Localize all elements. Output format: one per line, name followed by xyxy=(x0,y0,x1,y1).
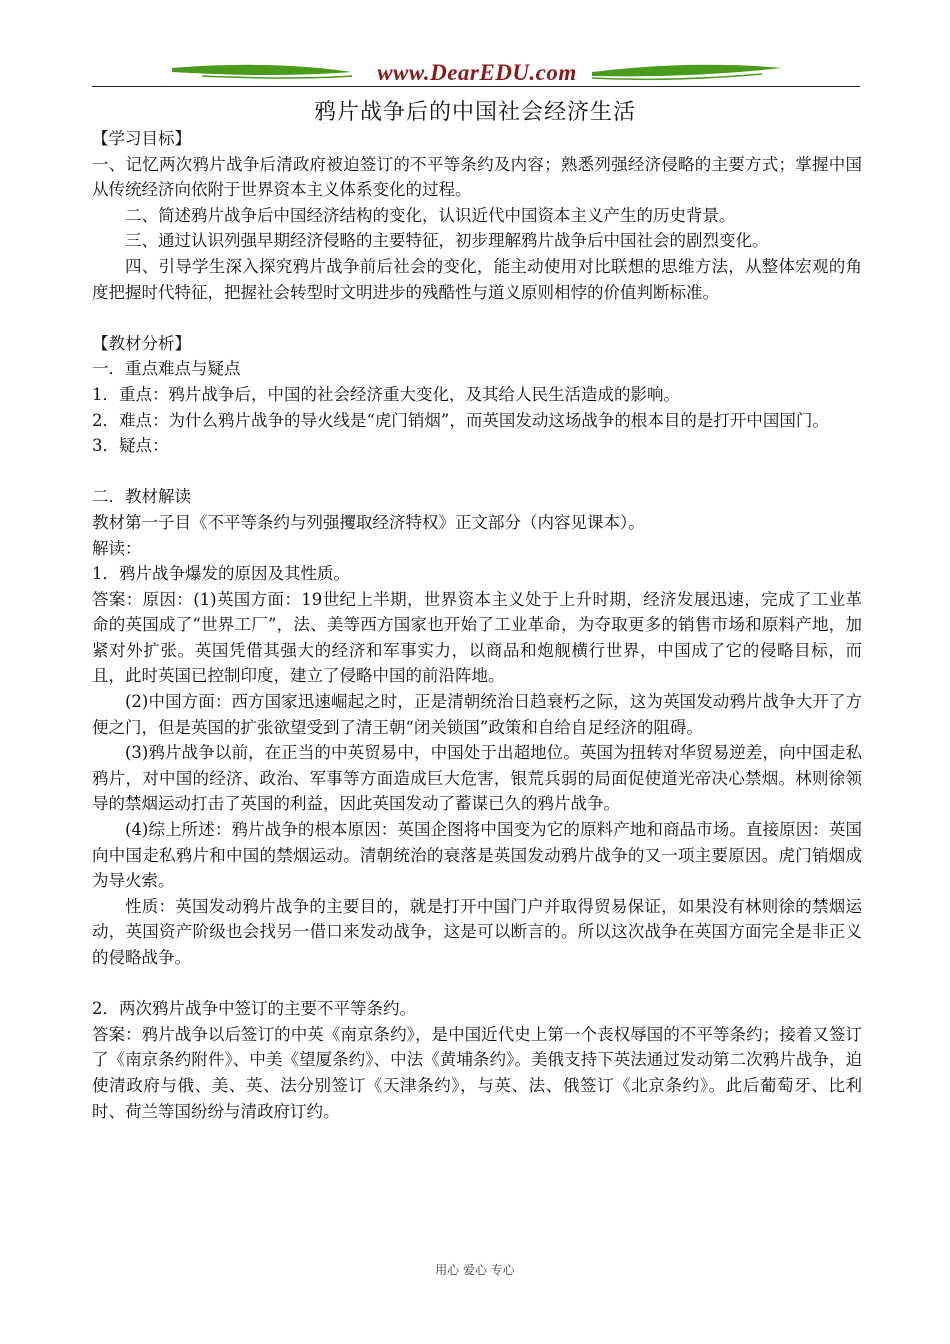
paragraph: 二、简述鸦片战争后中国经济结构的变化，认识近代中国资本主义产生的历史背景。 xyxy=(125,205,736,225)
blank-line xyxy=(92,971,862,997)
paragraph: 2．难点：为什么鸦片战争的导火线是“虎门销烟”，而英国发动这场战争的根本目的是打开中国国门。 xyxy=(92,410,829,430)
paragraph: (2)中国方面：西方国家迅速崛起之时，正是清朝统治日趋衰朽之际，这为英国发动鸦片战争大开了方便之门，但是英国的扩张欲望受到了清王朝“闭关锁国”政策和自给自足经济的阻碍。 xyxy=(92,692,862,737)
paragraph: 1．重点：鸦片战争后，中国的社会经济重大变化，及其给人民生活造成的影响。 xyxy=(92,384,680,404)
paragraph: 答案：原因：(1)英国方面：19世纪上半期，世界资本主义处于上升时期，经济发展迅速，完成了工业革命的英国成了“世界工厂”，法、美等西方国家也开始了工业革命，为夺取更多的销售市场和原料产地，加紧对外扩张。英国凭借其强大的经济和军事实力，以商品和炮舰横行世界，中国成了它的侵略目标，而且，此时英国已控制印度，建立了侵略中国的前沿阵地。 xyxy=(92,589,862,686)
paragraph: 三、通过认识列强早期经济侵略的主要特征，初步理解鸦片战争后中国社会的剧烈变化。 xyxy=(125,231,769,251)
document-body xyxy=(92,126,862,1124)
paragraph: 2．两次鸦片战争中签订的主要不平等条约。 xyxy=(92,999,416,1019)
paragraph: 解读： xyxy=(92,538,142,558)
paragraph: 【学习目标】 xyxy=(92,129,191,148)
paragraph: 四、引导学生深入探究鸦片战争前后社会的变化，能主动使用对比联想的思维方法，从整体宏观的角度把握时代特征，把握社会转型时文明进步的残酷性与道义原则相悖的价值判断标准。 xyxy=(92,256,862,302)
paragraph: 答案：鸦片战争以后签订的中英《南京条约》，是中国近代史上第一个丧权辱国的不平等条约；接着又签订了《南京条约附件》、中美《望厦条约》、中法《黄埔条约》。美俄支持下英法通过发动第二次鸦片战争，迫使清政府与俄、美、英、法分别签订《天津条约》，与英、法、俄签订《北京条约》。此后葡萄牙、比利时、荷兰等国纷纷与清政府订约。 xyxy=(92,1024,862,1121)
paragraph: 教材第一子目《不平等条约与列强攫取经济特权》正文部分（内容见课本）。 xyxy=(92,512,645,532)
paragraph: (3)鸦片战争以前，在正当的中英贸易中，中国处于出超地位。英国为扭转对华贸易逆差，向中国走私鸦片，对中国的经济、政治、军事等方面造成巨大危害，银荒兵弱的局面促使道光帝决心禁烟。林则徐领导的禁烟运动打击了英国的利益，因此英国发动了蓄谋已久的鸦片战争。 xyxy=(92,743,862,814)
site-logo-text[interactable]: www.DearEDU.com xyxy=(377,60,577,85)
paragraph: 3．疑点： xyxy=(92,436,169,456)
header-divider xyxy=(92,86,860,87)
page-footer: 用心 爱心 专心 xyxy=(435,1263,515,1277)
paragraph: 二．教材解读 xyxy=(92,487,191,507)
paragraph: 一、记忆两次鸦片战争后清政府被迫签订的不平等条约及内容；熟悉列强经济侵略的主要方式；掌握中国从传统经济向依附于世界资本主义体系变化的过程。 xyxy=(92,154,862,200)
blank-line xyxy=(92,305,862,331)
document-title: 鸦片战争后的中国社会经济生活 xyxy=(313,100,636,125)
paragraph: 一．重点难点与疑点 xyxy=(92,359,241,379)
blank-line xyxy=(92,459,862,485)
paragraph: (4)综上所述：鸦片战争的根本原因：英国企图将中国变为它的原料产地和商品市场。直接原因：英国向中国走私鸦片和中国的禁烟运动。清朝统治的衰落是英国发动鸦片战争的又一项主要原因。虎门销烟成为导火索。 xyxy=(92,820,862,891)
paragraph: 【教材分析】 xyxy=(92,333,191,353)
paragraph: 1．鸦片战争爆发的原因及其性质。 xyxy=(92,564,350,584)
paragraph: 性质：英国发动鸦片战争的主要目的，就是打开中国门户并取得贸易保证，如果没有林则徐的禁烟运动，英国资产阶级也会找另一借口来发动战争，这是可以断言的。所以这次战争在英国方面完全是非正义的侵略战争。 xyxy=(92,896,862,967)
